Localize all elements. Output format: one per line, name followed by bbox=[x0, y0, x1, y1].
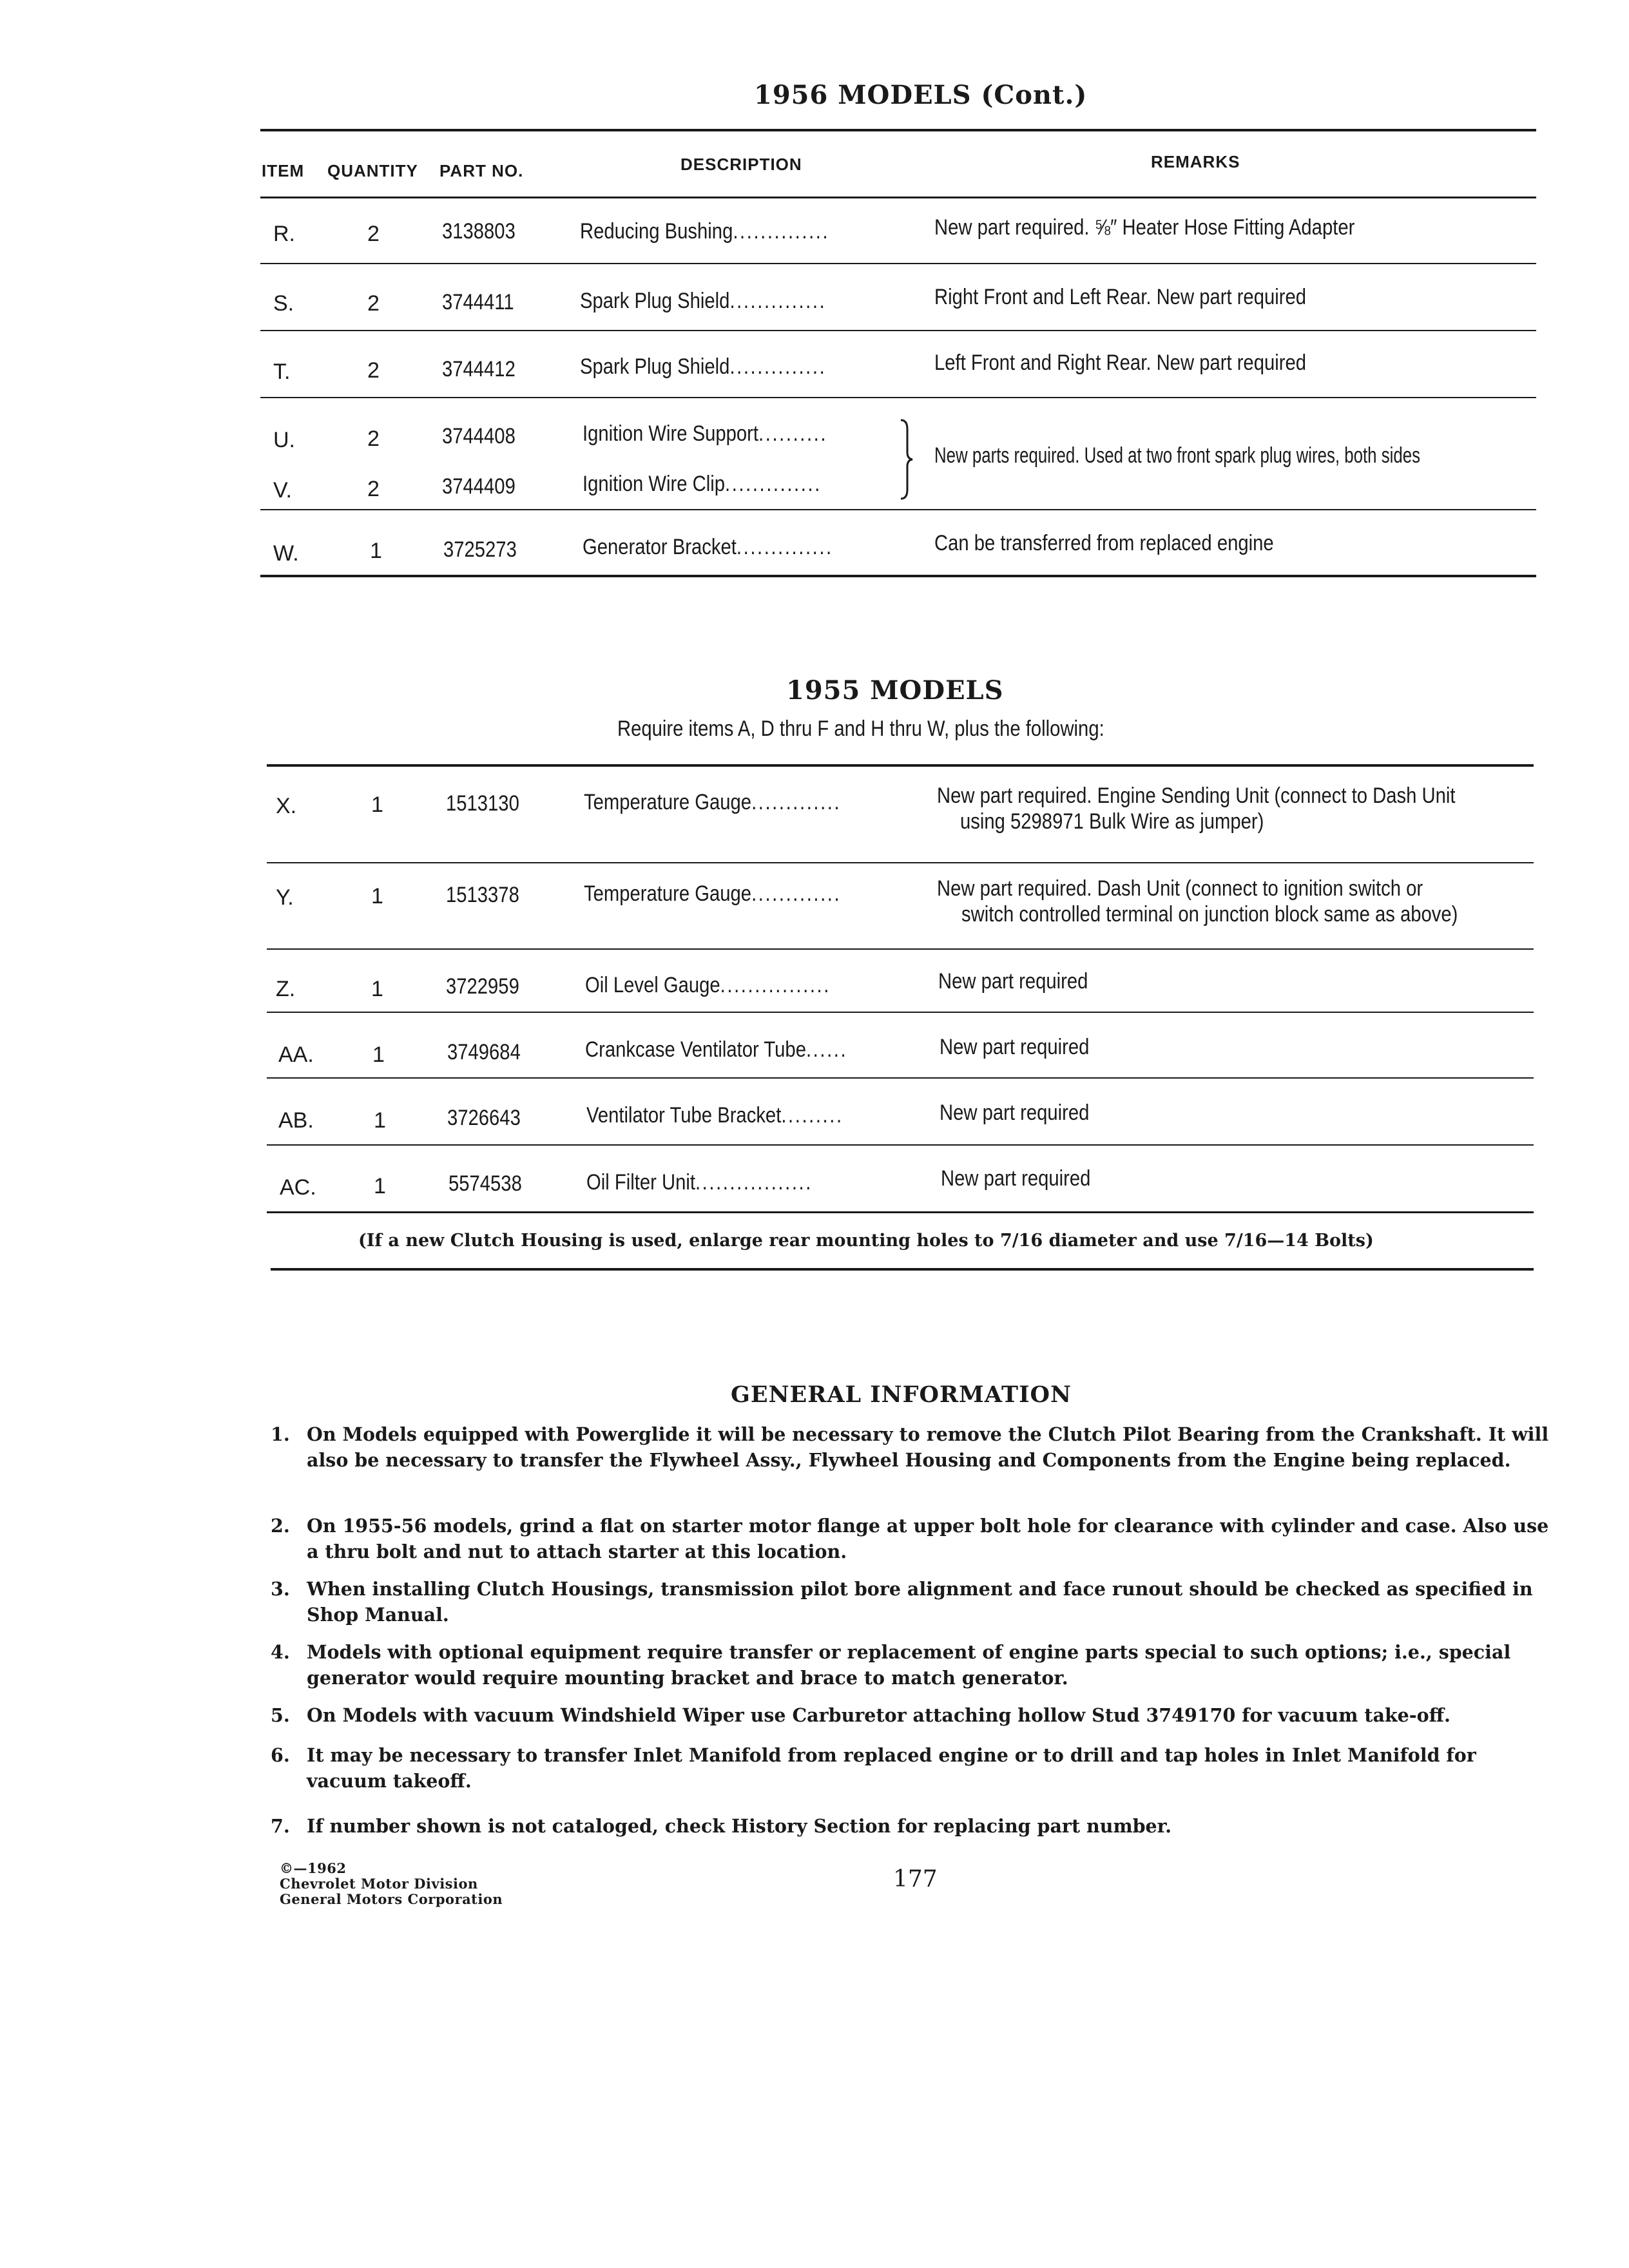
item-letter: Y. bbox=[276, 885, 294, 910]
section-1955-subtitle: Require items A, D thru F and H thru W, plus the following: bbox=[617, 716, 1104, 741]
row-divider bbox=[260, 330, 1536, 331]
part-number: 1513130 bbox=[446, 791, 519, 816]
right-brace-icon bbox=[897, 418, 916, 501]
row-divider bbox=[267, 1012, 1534, 1013]
row-divider bbox=[267, 1077, 1534, 1079]
row-divider bbox=[267, 862, 1534, 863]
section-1956-title: 1956 MODELS (Cont.) bbox=[754, 80, 1088, 110]
general-info-item: 1. On Models equipped with Powerglide it will be necessary to remove the Clutch Pilot Bearing from the Crankshaft. It will also be necessary to transfer the Flywheel Assy., Flywheel Housing and Components from the Engine being replaced. bbox=[271, 1423, 1549, 1471]
item-letter: U. bbox=[273, 428, 295, 452]
footer-credits bbox=[280, 1861, 503, 1907]
quantity: 2 bbox=[367, 427, 380, 451]
col-header-remarks: REMARKS bbox=[1151, 152, 1240, 171]
item-letter: T. bbox=[273, 360, 291, 384]
part-number: 3722959 bbox=[446, 974, 519, 999]
item-letter: AB. bbox=[278, 1108, 314, 1133]
remarks: New part required bbox=[940, 1100, 1090, 1125]
quantity: 2 bbox=[367, 358, 380, 383]
quantity: 1 bbox=[372, 1043, 385, 1067]
description: Generator Bracket.............. bbox=[583, 535, 833, 559]
row-divider bbox=[267, 1211, 1534, 1213]
remarks-continued: switch controlled terminal on junction block same as above) bbox=[961, 902, 1458, 927]
col-header-quantity: QUANTITY bbox=[327, 161, 418, 180]
general-info-item: 3. When installing Clutch Housings, transmission pilot bore alignment and face runout should be checked as specified in Shop Manual. bbox=[271, 1578, 1533, 1626]
item-letter: AA. bbox=[278, 1043, 314, 1067]
part-number: 3725273 bbox=[443, 537, 517, 562]
remarks: New part required. ⅝″ Heater Hose Fitting Adapter bbox=[934, 215, 1355, 240]
quantity: 1 bbox=[371, 793, 383, 817]
description: Oil Filter Unit................. bbox=[586, 1170, 813, 1195]
row-divider bbox=[260, 397, 1536, 398]
part-number: 1513378 bbox=[446, 883, 519, 907]
row-divider bbox=[260, 263, 1536, 264]
part-number: 3744409 bbox=[442, 474, 516, 499]
clutch-housing-note: (If a new Clutch Housing is used, enlarge rear mounting holes to 7/16 diameter and use 7/16—14 Bolts) bbox=[358, 1231, 1374, 1251]
description: Ventilator Tube Bracket......... bbox=[586, 1103, 843, 1128]
quantity: 1 bbox=[374, 1174, 386, 1198]
description: Ignition Wire Clip.............. bbox=[583, 472, 822, 496]
quantity: 2 bbox=[367, 477, 380, 501]
remarks-continued: using 5298971 Bulk Wire as jumper) bbox=[960, 809, 1264, 834]
quantity: 1 bbox=[371, 884, 383, 908]
uv-shared-remarks: New parts required. Used at two front spark plug wires, both sides bbox=[934, 443, 1421, 468]
col-header-part-no: PART NO. bbox=[439, 161, 524, 180]
description: Temperature Gauge............. bbox=[584, 790, 842, 814]
description: Reducing Bushing.............. bbox=[580, 219, 830, 244]
row-divider bbox=[260, 509, 1536, 510]
general-info-item: 4. Models with optional equipment require transfer or replacement of engine parts special to such options; i.e., special generator would require mounting bracket and brace to match generator. bbox=[271, 1641, 1511, 1689]
description: Temperature Gauge............. bbox=[584, 881, 842, 906]
item-letter: AC. bbox=[280, 1175, 316, 1200]
item-letter: W. bbox=[273, 541, 299, 566]
description: Spark Plug Shield.............. bbox=[580, 289, 827, 313]
page-number: 177 bbox=[893, 1866, 938, 1892]
general-info-title: GENERAL INFORMATION bbox=[731, 1381, 1072, 1408]
part-number: 3744408 bbox=[442, 424, 516, 448]
row-divider bbox=[267, 948, 1534, 950]
remarks: New part required. Dash Unit (connect to ignition switch or bbox=[937, 876, 1423, 901]
general-info-item: 2. On 1955-56 models, grind a flat on starter motor flange at upper bolt hole for clearance with cylinder and case. Also use a thru bolt and nut to attach starter at this location. bbox=[271, 1515, 1549, 1562]
part-number: 3749684 bbox=[447, 1040, 521, 1064]
table-1955-top-rule bbox=[267, 764, 1534, 767]
table-1956-top-rule bbox=[260, 129, 1536, 131]
description: Ignition Wire Support.......... bbox=[583, 421, 828, 446]
table-1956-header-rule bbox=[260, 197, 1536, 198]
part-number: 3744412 bbox=[442, 357, 516, 381]
general-info-item: 5. On Models with vacuum Windshield Wiper use Carburetor attaching hollow Stud 3749170 for vacuum take-off. bbox=[271, 1704, 1451, 1726]
description: Crankcase Ventilator Tube...... bbox=[585, 1037, 848, 1062]
part-number: 3138803 bbox=[442, 219, 516, 244]
description: Spark Plug Shield.............. bbox=[580, 354, 827, 379]
item-letter: V. bbox=[273, 478, 293, 503]
part-number: 3726643 bbox=[447, 1106, 521, 1130]
row-divider bbox=[267, 1144, 1534, 1146]
quantity: 1 bbox=[371, 977, 383, 1001]
col-header-description: DESCRIPTION bbox=[680, 155, 802, 174]
table-1955-bottom-rule bbox=[271, 1268, 1534, 1271]
section-1955-title: 1955 MODELS bbox=[786, 675, 1004, 706]
quantity: 2 bbox=[367, 222, 380, 246]
remarks: Can be transferred from replaced engine bbox=[934, 531, 1274, 555]
item-letter: Z. bbox=[276, 977, 296, 1001]
description: Oil Level Gauge................ bbox=[585, 973, 831, 997]
item-letter: X. bbox=[276, 794, 297, 818]
quantity: 1 bbox=[370, 539, 382, 563]
item-letter: S. bbox=[273, 291, 294, 316]
col-header-item: ITEM bbox=[262, 161, 305, 180]
part-number: 3744411 bbox=[442, 290, 514, 314]
item-letter: R. bbox=[273, 222, 295, 246]
table-1956-bottom-rule bbox=[260, 575, 1536, 577]
general-info-item: 7. If number shown is not cataloged, check History Section for replacing part number. bbox=[271, 1815, 1172, 1837]
remarks: New part required bbox=[941, 1166, 1091, 1191]
remarks: Right Front and Left Rear. New part required bbox=[934, 285, 1306, 309]
corporation-name: General Motors Corporation bbox=[280, 1891, 503, 1907]
quantity: 2 bbox=[367, 291, 380, 316]
remarks: Left Front and Right Rear. New part required bbox=[934, 351, 1306, 375]
quantity: 1 bbox=[374, 1108, 386, 1133]
copyright-notice: ©—1962 bbox=[280, 1860, 347, 1876]
remarks: New part required. Engine Sending Unit (connect to Dash Unit bbox=[937, 783, 1456, 808]
remarks: New part required bbox=[938, 969, 1088, 994]
remarks: New part required bbox=[940, 1035, 1090, 1059]
general-info-item: 6. It may be necessary to transfer Inlet Manifold from replaced engine or to drill and tap holes in Inlet Manifold for vacuum takeoff. bbox=[271, 1744, 1476, 1792]
part-number: 5574538 bbox=[448, 1171, 522, 1196]
division-name: Chevrolet Motor Division bbox=[280, 1876, 478, 1892]
